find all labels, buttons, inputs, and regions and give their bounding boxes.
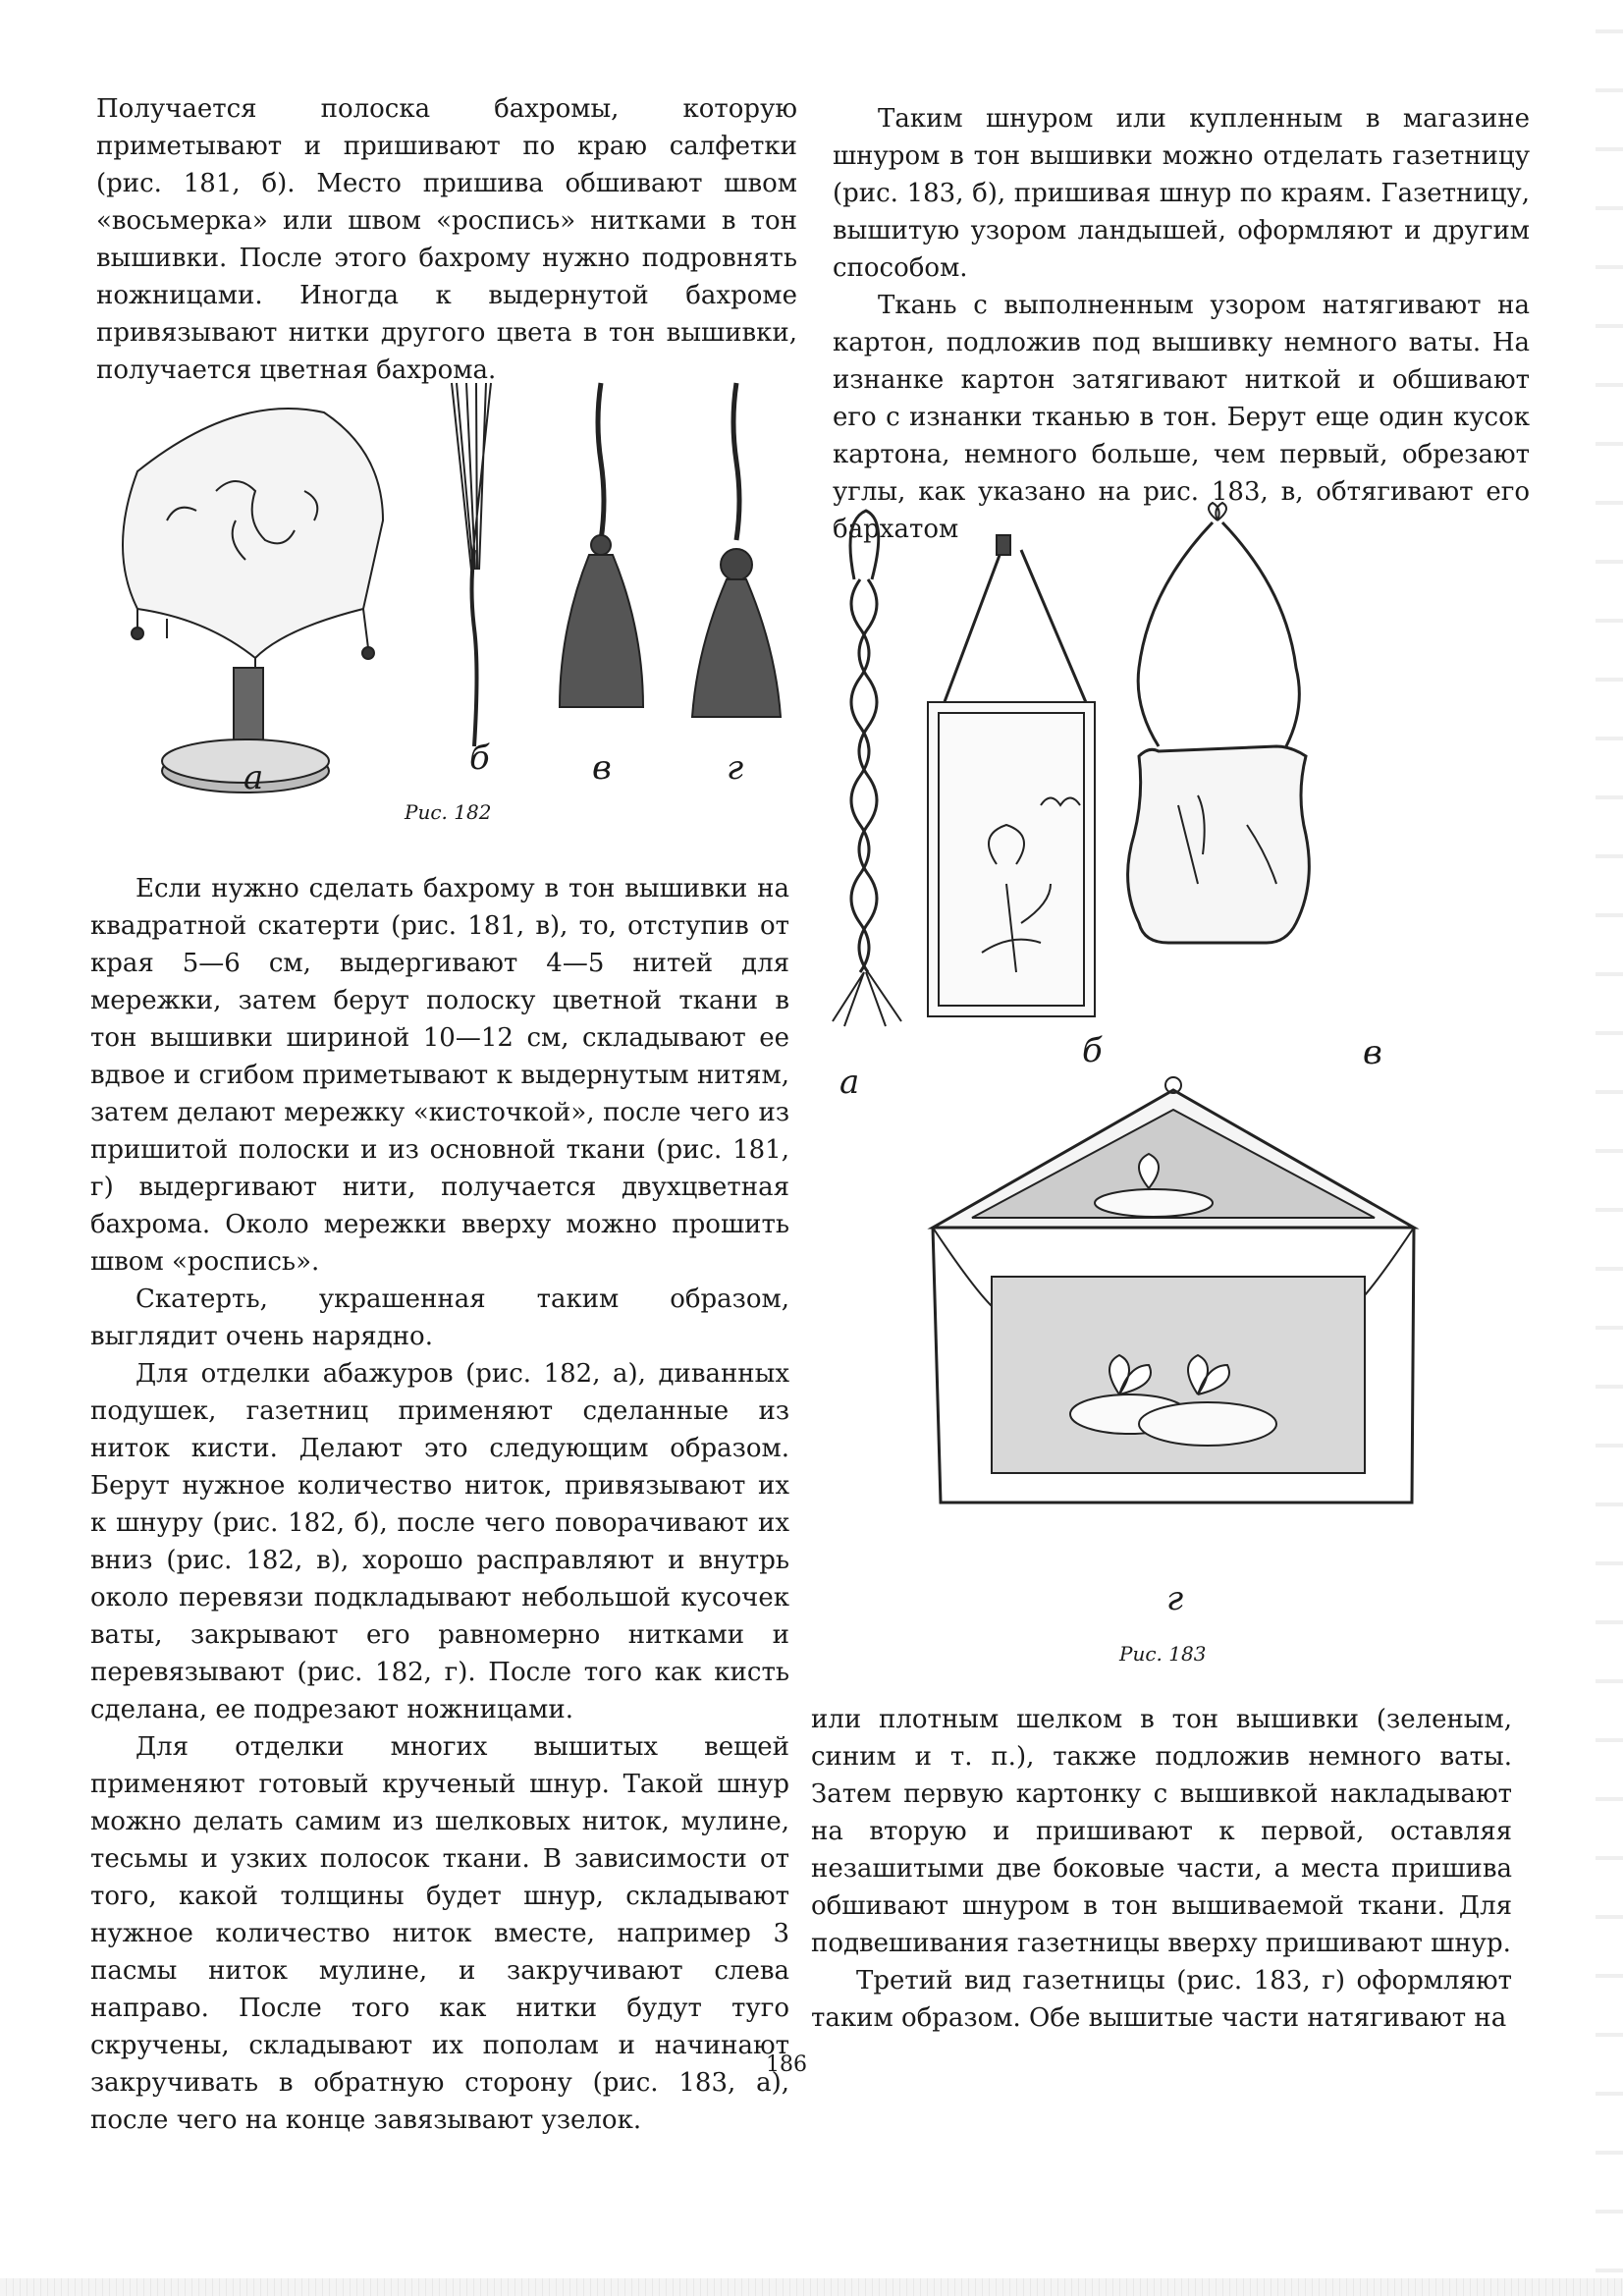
- figure-183: [825, 511, 1551, 1571]
- right-column-top: [833, 100, 1530, 548]
- fig182-caption: Рис. 182: [405, 800, 492, 824]
- right-column-bottom: [811, 1701, 1512, 2037]
- tassel-finished-drawing: [692, 383, 781, 717]
- scan-bottom-edge: [0, 2278, 1623, 2296]
- left-column-top: [96, 90, 797, 389]
- paragraph: Получается полоска бахромы, которую приметывают и пришивают по краю салфетки (рис. 181, б). Место пришива обшивают швом «восьмерка» или швом «роспись» нитками в тон вышивки. После этого бахрому нужно подровнять ножницами. Иногда к выдернутой бахроме привязывают нитки другого цвета в тон вышивки, получается цветная бахрома.: [96, 94, 797, 385]
- fig182-label-a: а: [243, 758, 264, 797]
- fig183-label-b: б: [1082, 1031, 1103, 1070]
- paragraph: Для отделки многих вышитых вещей применяют готовый крученый шнур. Такой шнур можно делать самим из шелковых ниток, мулине, тесьмы и узких полосок ткани. В зависимости от того, какой толщины будет шнур, складывают нужное количество ниток вместе, например 3 пасмы ниток мулине, и закручивают слева направо. После того как нитки будут туго скручены, складывают их пополам и начинают закручивать в обратную сторону (рис. 183, а), после чего на конце завязывают узелок.: [90, 1732, 789, 2135]
- paragraph: Ткань с выполненным узором натягивают на картон, подложив под вышивку немного ваты. На изнанке картон затягивают ниткой и обшивают его с изнанки тканью в тон. Берут еще один кусок картона, немного больше, чем первый, обрезают углы, как указано на рис. 183, в, обтягивают его бархатом: [833, 291, 1530, 544]
- thread-bundle-drawing: [452, 383, 491, 746]
- newspaper-holder-v-drawing: [1128, 503, 1310, 943]
- figure-182: [98, 373, 805, 786]
- fig182-label-v: в: [592, 748, 612, 788]
- paragraph: Таким шнуром или купленным в магазине шнуром в тон вышивки можно отделать газетницу (рис. 183, б), пришивая шнур по краям. Газетницу, вышитую узором ландышей, оформляют и другим способом.: [833, 104, 1530, 283]
- lampshade-drawing: [123, 409, 383, 793]
- paragraph: Скатерть, украшенная таким образом, выглядит очень нарядно.: [90, 1285, 789, 1351]
- newspaper-holder-b-drawing: [928, 535, 1095, 1016]
- paragraph: Если нужно сделать бахрому в тон вышивки на квадратной скатерти (рис. 181, в), то, отступив от края 5—6 см, выдергивают 4—5 нитей для мережки, затем берут полоску цветной ткани в тон вышивки шириной 10—12 см, складывают ее вдвое и сгибом приметывают к выдернутым нитям, затем делают мережку «кисточкой», после чего из пришитой полоски и из основной ткани (рис. 181, г) выдергивают нити, получается двухцветная бахрома. Около мережки вверху можно прошить швом «роспись».: [90, 874, 789, 1277]
- newspaper-holder-g-drawing: [933, 1077, 1414, 1503]
- scan-edge: [1596, 0, 1623, 2296]
- fig182-label-g: г: [727, 748, 744, 788]
- twisted-cord-drawing: [833, 511, 901, 1026]
- paragraph: Для отделки абажуров (рис. 182, а), диванных подушек, газетниц применяют сделанные из ниток кисти. Делают это следующим образом. Берут нужное количество ниток, привязывают их к шнуру (рис. 182, б), после чего поворачивают их вниз (рис. 182, в), хорошо расправляют и внутрь около перевязи подкладывают небольшой кусочек ваты, закрывают его равномерно нитками и перевязывают (рис. 182, г). После того как кисть сделана, ее подрезают ножницами.: [90, 1359, 789, 1724]
- tassel-turned-drawing: [560, 383, 643, 707]
- page-number: 186: [766, 2052, 807, 2077]
- fig183-label-a: а: [839, 1063, 860, 1102]
- paragraph: или плотным шелком в тон вышивки (зеленым, синим и т. п.), также подложив немного ваты. Затем первую картонку с вышивкой накладывают на вторую и пришивают к первой, оставляя незашитыми две боковые части, а места пришива обшивают шнуром в тон вышиваемой ткани. Для подвешивания газетницы вверху пришивают шнур.: [811, 1705, 1512, 1958]
- fig183-label-v: в: [1363, 1033, 1382, 1072]
- fig183-label-g: г: [1166, 1579, 1184, 1618]
- left-column-bottom: [90, 870, 789, 2139]
- fig182-label-b: б: [469, 738, 490, 778]
- paragraph: Третий вид газетницы (рис. 183, г) оформляют таким образом. Обе вышитые части натягивают на: [811, 1966, 1512, 2033]
- fig183-caption: Рис. 183: [1119, 1642, 1207, 1666]
